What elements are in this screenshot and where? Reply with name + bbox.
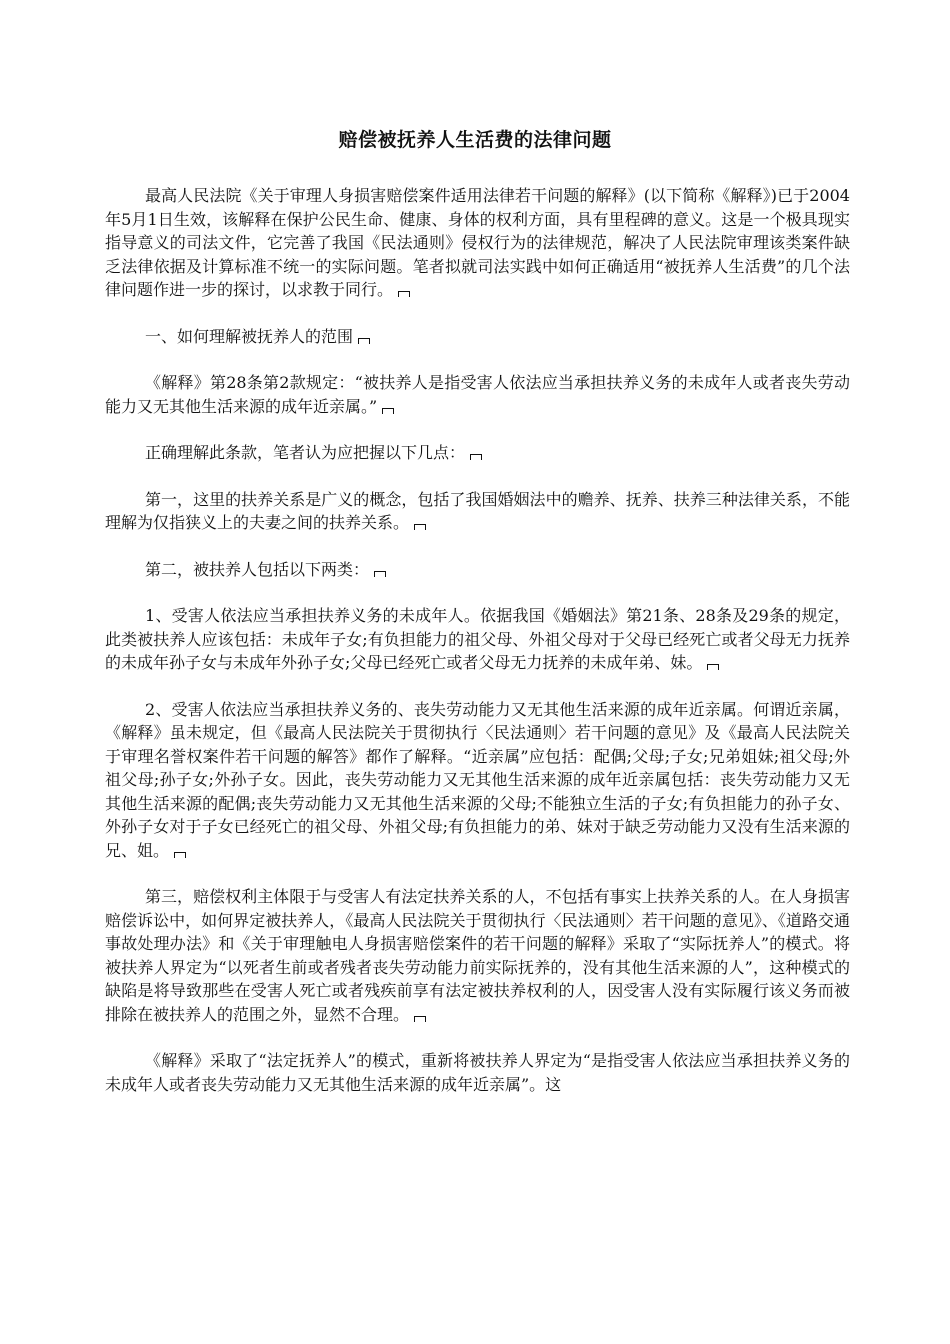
paragraph-text: 1、受害人依法应当承担扶养义务的未成年人。依据我国《婚姻法》第21条、28条及29条的规定，此类被扶养人应该包括：未成年子女;有负担能力的祖父母、外祖父母对于父母已经死亡或者父母无力抚养的未成年孙子女与未成年外孙子女;父母已经死亡或者父母无力抚养的未成年弟、妹。 xyxy=(105,606,850,672)
paragraph-section-heading xyxy=(105,325,850,349)
paragraph-intro xyxy=(105,184,850,302)
paragraph-mark-icon xyxy=(707,664,719,670)
paragraph-mark-icon xyxy=(358,338,370,344)
paragraph-text: 第三，赔偿权利主体限于与受害人有法定扶养关系的人，不包括有事实上扶养关系的人。在人身损害赔偿诉讼中，如何界定被扶养人，《最高人民法院关于贯彻执行〈民法通则〉若干问题的意见》、《道路交通事故处理办法》和《关于审理触电人身损害赔偿案件的若干问题的解释》采取了“实际抚养人”的模式。将被扶养人界定为“以死者生前或者残者丧失劳动能力前实际抚养的，没有其他生活来源的人”，这种模式的缺陷是将导致那些在受害人死亡或者残疾前享有法定被扶养权利的人，因受害人没有实际履行该义务而被排除在被扶养人的范围之外，显然不合理。 xyxy=(105,887,850,1024)
paragraph-text: 正确理解此条款，笔者认为应把握以下几点： xyxy=(145,443,466,462)
paragraph-text: 第一，这里的扶养关系是广义的概念，包括了我国婚姻法中的赡养、抚养、扶养三种法律关系，不能理解为仅指狭义上的夫妻之间的扶养关系。 xyxy=(105,489,850,532)
document-body xyxy=(105,184,850,1096)
paragraph-mark-icon xyxy=(374,571,386,577)
paragraph-mark-icon xyxy=(414,524,426,530)
paragraph-category-two xyxy=(105,698,850,863)
paragraph-mark-icon xyxy=(470,454,482,460)
paragraph-mark-icon xyxy=(414,1016,426,1022)
paragraph-article-quote xyxy=(105,371,850,418)
paragraph-text: 《解释》采取了“法定抚养人”的模式，重新将被扶养人界定为“是指受害人依法应当承担扶养义务的未成年人或者丧失劳动能力又无其他生活来源的成年近亲属”。这 xyxy=(105,1051,850,1094)
document-title: 赔偿被抚养人生活费的法律问题 xyxy=(338,129,612,151)
paragraph-key-points xyxy=(105,441,850,465)
paragraph-point-two xyxy=(105,558,850,582)
paragraph-point-one xyxy=(105,488,850,535)
paragraph-text: 2、受害人依法应当承担扶养义务的、丧失劳动能力又无其他生活来源的成年近亲属。何谓近亲属，《解释》虽未规定，但《最高人民法院关于贯彻执行〈民法通则〉若干问题的意见》及《最高人民法院关于审理名誉权案件若干问题的解答》都作了解释。“近亲属”应包括：配偶;父母;子女;兄弟姐妹;祖父母;外祖父母;孙子女;外孙子女。因此，丧失劳动能力又无其他生活来源的成年近亲属包括：丧失劳动能力又无其他生活来源的配偶;丧失劳动能力又无其他生活来源的父母;不能独立生活的子女;有负担能力的孙子女、外孙子女对于子女已经死亡的祖父母、外祖父母;有负担能力的弟、妹对于缺乏劳动能力又没有生活来源的兄、姐。 xyxy=(105,699,850,860)
paragraph-text: 《解释》第28条第2款规定：“被扶养人是指受害人依法应当承担扶养义务的未成年人或者丧失劳动能力又无其他生活来源的成年近亲属。” xyxy=(105,373,850,416)
paragraph-legal-model xyxy=(105,1049,850,1096)
paragraph-category-one xyxy=(105,604,850,675)
paragraph-text: 第二，被扶养人包括以下两类： xyxy=(145,559,370,579)
paragraph-text: 一、如何理解被抚养人的范围 xyxy=(145,326,354,346)
paragraph-text: 最高人民法院《关于审理人身损害赔偿案件适用法律若干问题的解释》(以下简称《解释》)已于2004年5月1日生效，该解释在保护公民生命、健康、身体的权利方面，具有里程碑的意义。这是一个极具现实指导意义的司法文件，它完善了我国《民法通则》侵权行为的法律规范，解决了人民法院审理该类案件缺乏法律依据及计算标准不统一的实际问题。笔者拟就司法实践中如何正确适用“被抚养人生活费”的几个法律问题作进一步的探讨，以求教于同行。 xyxy=(105,186,850,299)
paragraph-point-three xyxy=(105,885,850,1026)
paragraph-mark-icon xyxy=(398,291,410,297)
paragraph-mark-icon xyxy=(382,408,394,414)
paragraph-mark-icon xyxy=(174,852,186,858)
